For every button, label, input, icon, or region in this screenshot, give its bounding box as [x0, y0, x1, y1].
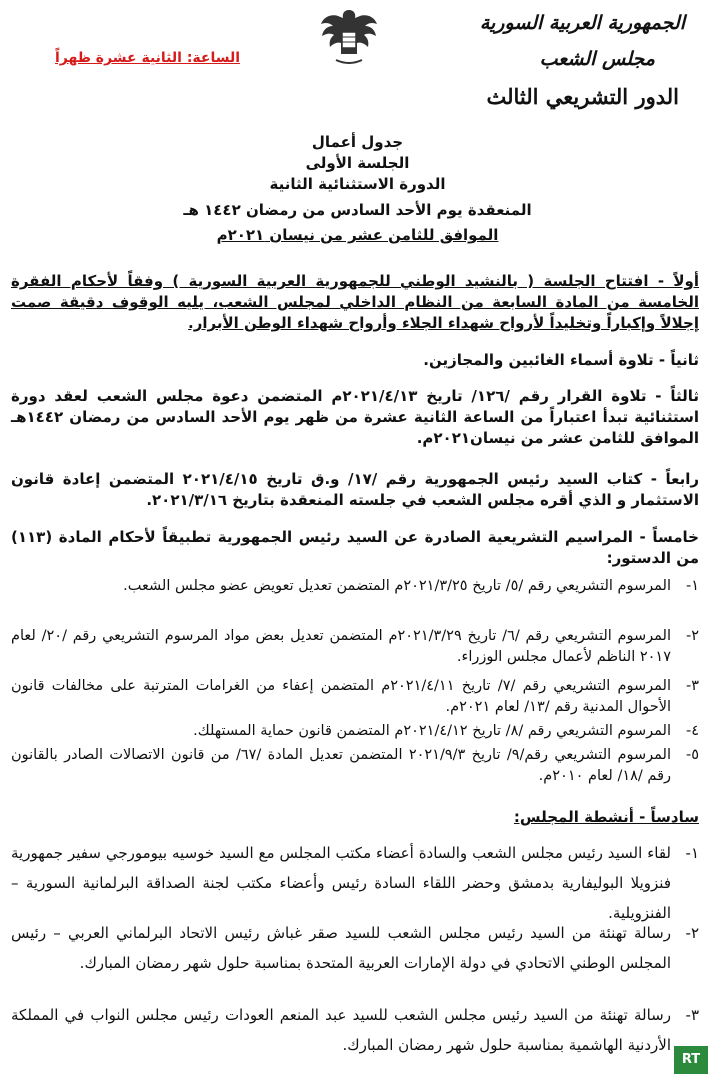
- session-hijri-date: المنعقدة يوم الأحد السادس من رمضان ١٤٤٢ هـ: [183, 201, 532, 219]
- item-first: أولاً - افتتاح الجلسة ( بالنشيد الوطني للجمهورية العربية السورية ) وفقاً لأحكام الفقرة الخامسة من المادة السابعة من النظام الداخلي لمجلس الشعب، يليه الوقوف دقيقة صمت إجلالاً وإكباراً وتخليداً لأرواح شهداء الجلاء وأرواح شهداء الوطن الأبرار.: [11, 272, 699, 332]
- decree-number: ٥-: [685, 747, 699, 763]
- decree-item: [11, 721, 699, 742]
- item-fourth: رابعاً - كتاب السيد رئيس الجمهورية رقم /١٧/ و.ق تاريخ ٢٠٢١/٤/١٥ المتضمن إعادة قانون الاستثمار و الذي أقره مجلس الشعب في جلسته المنعقدة بتاريخ ٢٠٢١/٣/١٦.: [11, 470, 699, 509]
- item-second: ثانياً - تلاوة أسماء الغائبين والمجازين.: [423, 351, 699, 369]
- item-sixth: سادساً - أنشطة المجلس:: [513, 808, 699, 826]
- session-gregorian-date: الموافق للثامن عشر من نيسان ٢٠٢١م: [216, 226, 499, 244]
- decree-text: المرسوم التشريعي رقم /٥/ تاريخ ٢٠٢١/٣/٢٥م المتضمن تعديل تعويض عضو مجلس الشعب.: [123, 578, 671, 594]
- decree-item: [11, 676, 699, 718]
- decree-item: [11, 626, 699, 668]
- activity-item: [11, 918, 699, 978]
- activity-text: رسالة تهنئة من السيد رئيس مجلس الشعب للسيد عبد المنعم العودات رئيس مجلس النواب في المملكة الأردنية الهاشمية بمناسبة حلول شهر رمضان المبارك.: [11, 1006, 671, 1054]
- decree-item: [11, 576, 699, 597]
- activity-item: [11, 1000, 699, 1060]
- item-fifth: خامساً - المراسيم التشريعية الصادرة عن السيد رئيس الجمهورية تطبيقاً لأحكام المادة (١١٣) من الدستور:: [11, 528, 699, 567]
- decree-item: [11, 745, 699, 787]
- rt-watermark-logo: RT: [674, 1046, 708, 1074]
- session-number: الجلسة الأولى: [305, 154, 410, 172]
- activity-number: ١-: [685, 844, 699, 862]
- decree-number: ١-: [685, 578, 699, 594]
- decree-text: المرسوم التشريعي رقم/٩/ تاريخ ٢٠٢١/٩/٣ المتضمن تعديل المادة /٦٧/ من قانون الاتصالات الصادر بالقانون رقم /١٨/ لعام ٢٠١٠م.: [11, 747, 671, 784]
- header-republic: الجمهورية العربية السورية: [479, 12, 685, 34]
- agenda-title: جدول أعمال: [311, 133, 404, 151]
- header-parliament: مجلس الشعب: [539, 48, 655, 70]
- decree-number: ٢-: [685, 628, 699, 644]
- decree-text: المرسوم التشريعي رقم /٧/ تاريخ ٢٠٢١/٤/١١م المتضمن إعفاء من الغرامات المترتبة على مخالفات قانون الأحوال المدنية رقم /١٣/ لعام ٢٠٢١م.: [11, 678, 671, 715]
- activity-text: رسالة تهنئة من السيد رئيس مجلس الشعب للسيد صقر غباش رئيس الاتحاد البرلماني العربي – رئيس المجلس الوطني الاتحادي في دولة الإمارات العربية المتحدة بمناسبة حلول شهر رمضان المبارك.: [11, 924, 671, 972]
- activity-number: ٢-: [685, 924, 699, 942]
- session-cycle: الدورة الاستثنائية الثانية: [269, 175, 446, 193]
- header-term: الدور التشريعي الثالث: [486, 84, 679, 109]
- session-time: الساعة: الثانية عشرة ظهراً: [55, 50, 241, 66]
- decree-text: المرسوم التشريعي رقم /٨/ تاريخ ٢٠٢١/٤/١٢م المتضمن قانون حماية المستهلك.: [193, 723, 671, 739]
- activity-item: [11, 838, 699, 928]
- activity-number: ٣-: [685, 1006, 699, 1024]
- item-third: ثالثاً - تلاوة القرار رقم /١٢٦/ تاريخ ٢٠٢١/٤/١٣م المتضمن دعوة مجلس الشعب لعقد دورة استثنائية تبدأ اعتباراً من الساعة الثانية عشرة من ظهر يوم الأحد السادس من رمضان ١٤٤٢هـ الموافق للثامن عشر من نيسان٢٠٢١م.: [11, 387, 700, 447]
- decree-number: ٤-: [685, 723, 699, 739]
- decree-text: المرسوم التشريعي رقم /٦/ تاريخ ٢٠٢١/٣/٢٩م المتضمن تعديل بعض مواد المرسوم التشريعي رقم /٢٠/ لعام ٢٠١٧ الناظم لأعمال مجلس الوزراء.: [11, 628, 671, 665]
- eagle-emblem-icon: [318, 4, 380, 70]
- activity-text: لقاء السيد رئيس مجلس الشعب والسادة أعضاء مكتب المجلس مع السيد خوسيه بيومورجي سفير جمهورية فنزويلا البوليفارية بدمشق وحضر اللقاء السادة رئيس وأعضاء مكتب لجنة الصداقة البرلمانية السورية – الفنزويلية.: [11, 844, 671, 922]
- decree-number: ٣-: [685, 678, 699, 694]
